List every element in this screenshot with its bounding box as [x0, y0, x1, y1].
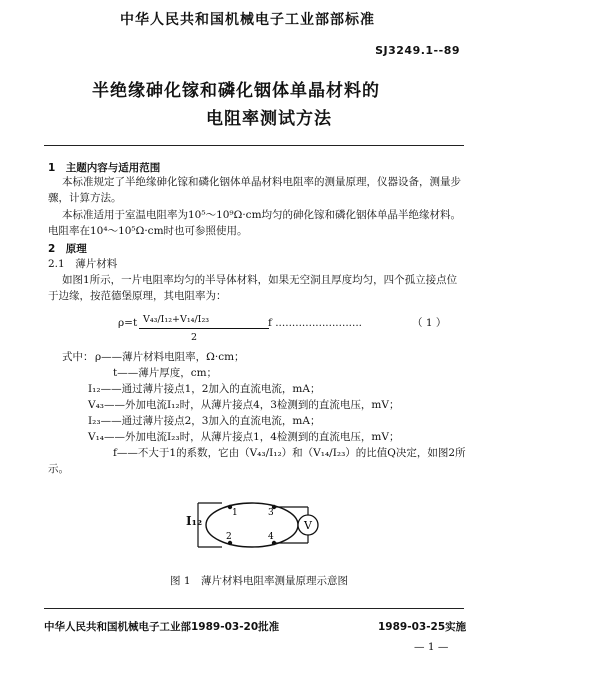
definition-item: V₁₄——外加电流I₂₃时，从薄片接点1，4检测到的直流电压，mV；	[88, 431, 400, 443]
section-2-heading: 2 原理	[48, 243, 87, 255]
current-i12-label: I₁₂	[186, 514, 203, 528]
section-2-paragraph-cont: 于边缘，按范德堡原理，其电阻率为：	[48, 290, 227, 302]
document-title-line-2: 电阻率测试方法	[206, 109, 332, 129]
sample-wafer-outline	[206, 503, 298, 547]
effective-date: 1989-03-25实施	[378, 621, 467, 633]
fraction-bar	[139, 328, 269, 329]
section-1-paragraph-1-cont: 骤，计算方法。	[48, 192, 122, 204]
section-1-heading: 1 主题内容与适用范围	[48, 162, 161, 174]
formula-numerator: V₄₃/I₁₂+V₁₄/I₂₃	[143, 314, 210, 325]
point-4-label: 4	[268, 532, 274, 542]
formula-denominator: 2	[191, 332, 198, 343]
page-number: — 1 —	[414, 641, 449, 653]
definition-item: V₄₃——外加电流I₁₂时，从薄片接点4，3检测到的直流电压，mV；	[88, 399, 400, 411]
definition-item: f——不大于1的系数，它由（V₄₃/I₁₂）和（V₁₄/I₂₃）的比值Q决定，如图2所	[113, 447, 466, 459]
formula-number: （ 1 ）	[412, 317, 447, 329]
formula-lhs: ρ=t	[118, 317, 138, 329]
issuing-body-header: 中华人民共和国机械电子工业部部标准	[120, 12, 375, 28]
definitions-intro: 式中：	[62, 351, 94, 363]
point-1-label: 1	[232, 508, 238, 518]
formula-fraction	[129, 308, 279, 343]
approval-line: 中华人民共和国机械电子工业部1989-03-20批准	[44, 621, 280, 633]
section-2-paragraph: 如图1所示，一片电阻率均匀的半导体材料，如果无空洞且厚度均匀，四个孤立接点位	[62, 274, 458, 286]
section-1-paragraph-1: 本标准规定了半绝缘砷化镓和磷化铟体单晶材料电阻率的测量原理，仪器设备，测量步	[62, 176, 461, 188]
definition-item: I₁₂——通过薄片接点1，2加入的直流电流，mA；	[88, 383, 321, 395]
figure-1-caption: 图 1 薄片材料电阻率测量原理示意图	[170, 575, 349, 587]
document-title-line-1: 半绝缘砷化镓和磷化铟体单晶材料的	[92, 81, 380, 101]
formula-tail: f ..........................	[268, 317, 363, 329]
point-3-label: 3	[268, 508, 274, 518]
definition-item: t——薄片厚度，cm；	[113, 367, 218, 379]
section-2-1-heading: 2.1 薄片材料	[48, 258, 118, 270]
measurement-schematic	[180, 495, 340, 565]
definition-item: ρ——薄片材料电阻率，Ω·cm；	[95, 351, 245, 363]
section-1-paragraph-2: 本标准适用于室温电阻率为10⁵～10⁹Ω·cm均匀的砷化镓和磷化铟体单晶半绝缘材料。	[62, 209, 462, 221]
definition-item-wrap: 示。	[48, 463, 69, 475]
footer-rule	[44, 608, 464, 609]
section-1-paragraph-2-cont: 电阻率在10⁴～10⁵Ω·cm时也可参照使用。	[48, 225, 248, 237]
header-rule	[44, 145, 464, 146]
point-2-label: 2	[226, 532, 232, 542]
definition-item: I₂₃——通过薄片接点2，3加入的直流电流，mA；	[88, 415, 321, 427]
voltmeter-label: V	[304, 519, 312, 532]
standard-code: SJ3249.1--89	[375, 44, 460, 57]
